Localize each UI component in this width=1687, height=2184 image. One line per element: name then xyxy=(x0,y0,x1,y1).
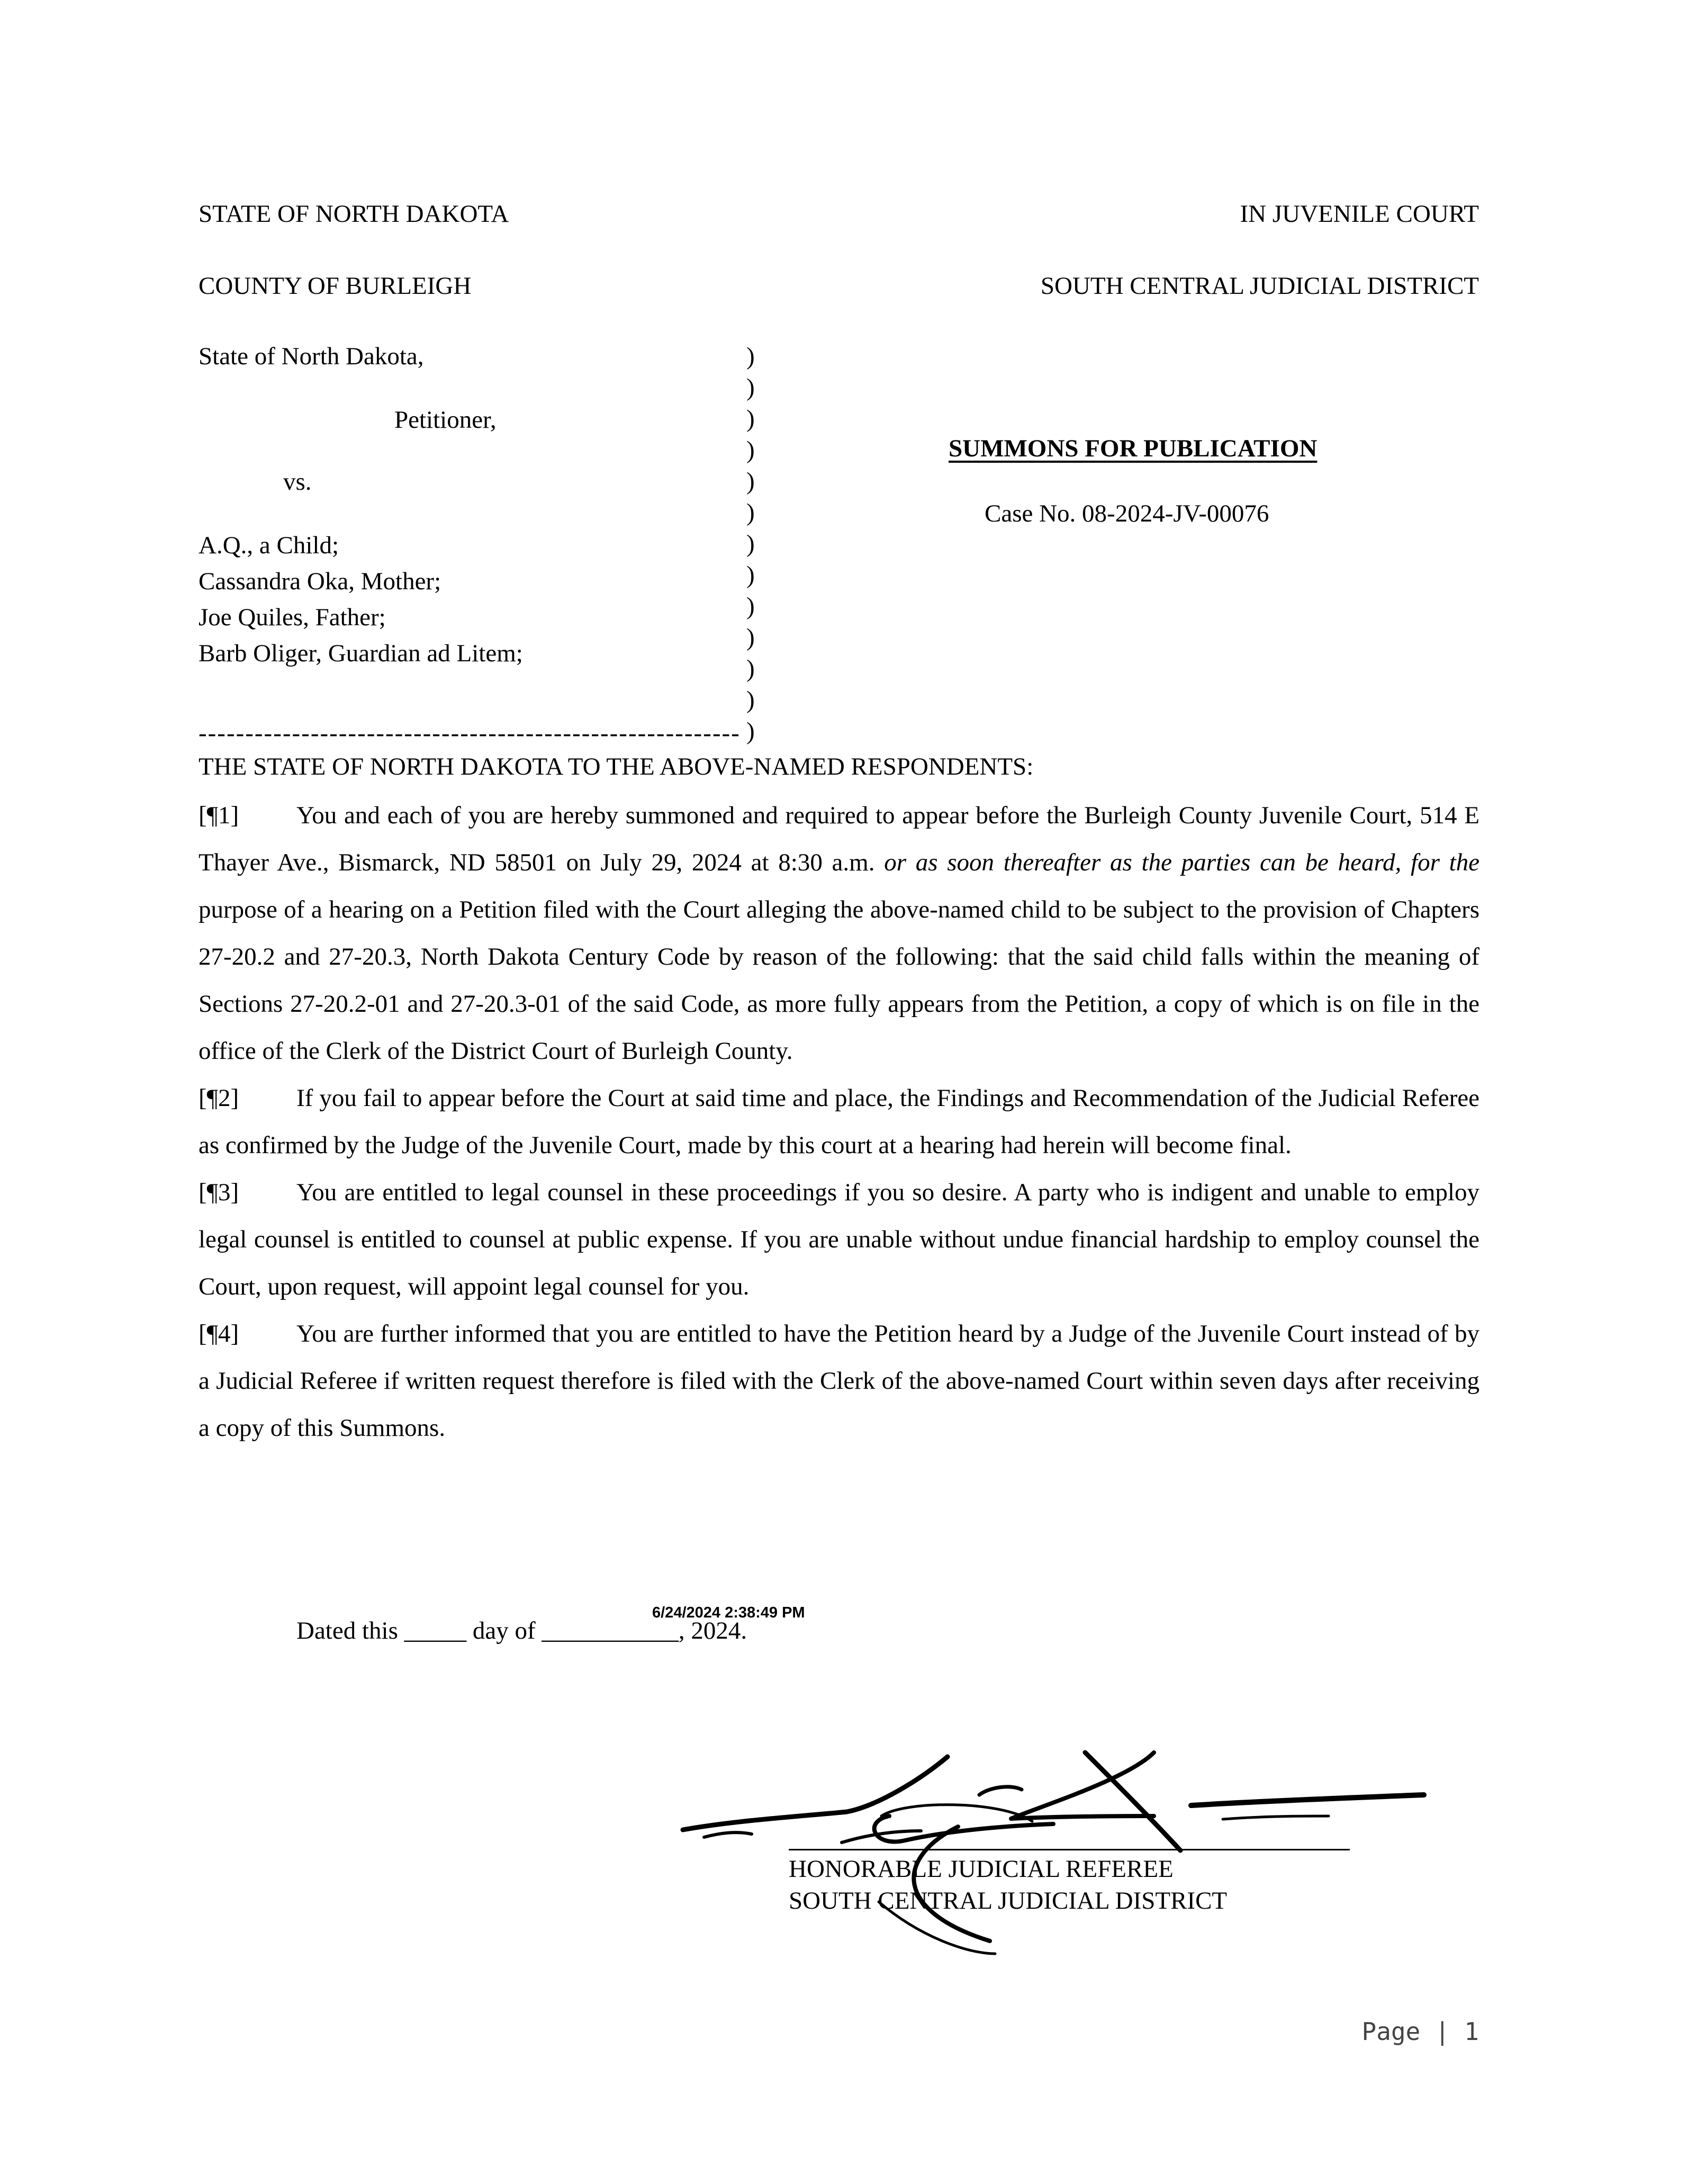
header-county: COUNTY OF BURLEIGH xyxy=(199,272,472,300)
address-line: THE STATE OF NORTH DAKOTA TO THE ABOVE-NAMED RESPONDENTS: xyxy=(199,753,1034,780)
paragraph-text: You are entitled to legal counsel in these proceedings if you so desire. A party who is indigent and unable to employ legal counsel is entitled to counsel at public expense. If you are unable without undue financial hardship to employ counsel the Court, upon request, will appoint legal counsel for you. xyxy=(199,1179,1479,1300)
dated-line: Dated this _____ day of ___________, 2024. xyxy=(296,1617,747,1644)
caption-paren: ) xyxy=(746,343,755,370)
caption-paren: ) xyxy=(746,624,755,651)
paragraph-text: purpose of a hearing on a Petition filed with the Court alleging the above-named child to be subject to the provision of Chapters 27-20.2 and 27-20.3, North Dakota Century Code by reason of the following: that the said child falls within the meaning of Sections 27-20.2-01 and 27-20.3-01 of the said Code, as more fully appears from the Petition, a copy of which is on file in the office of the Clerk of the District Court of Burleigh County. xyxy=(199,896,1479,1065)
signer-district: SOUTH CENTRAL JUDICIAL DISTRICT xyxy=(789,1887,1228,1915)
header-state: STATE OF NORTH DAKOTA xyxy=(199,200,509,228)
caption-paren: ) xyxy=(746,374,755,401)
document-title: SUMMONS FOR PUBLICATION xyxy=(949,435,1318,462)
signature-line xyxy=(789,1849,1350,1850)
paragraph-number: [¶1] xyxy=(199,802,239,829)
caption-paren: ) xyxy=(746,405,755,433)
header-court: IN JUVENILE COURT xyxy=(1240,200,1479,228)
caption-paren: ) xyxy=(746,530,755,558)
paragraph-text: You and each of you are hereby summoned and required to appear before the Burleigh County Juvenile Court, 514 E Thayer Ave., Bismarck, ND 58501 on July 29, 2024 at 8:30 a.m. xyxy=(199,802,1479,876)
paragraph-number: [¶2] xyxy=(199,1084,239,1112)
caption-divider: ---------------------------------------------------------- xyxy=(199,720,741,747)
caption-paren: ) xyxy=(746,499,755,526)
paragraph-4 xyxy=(199,1310,1479,1452)
paragraph-text: You are further informed that you are entitled to have the Petition heard by a Judge of the Juvenile Court instead of by a Judicial Referee if written request therefore is filed with the Clerk of the above-named Court within seven days after receiving a copy of this Summons. xyxy=(199,1320,1479,1442)
paragraph-2 xyxy=(199,1075,1479,1169)
paragraph-number: [¶4] xyxy=(199,1320,239,1347)
caption-respondent: A.Q., a Child; xyxy=(199,532,339,559)
caption-respondent: Cassandra Oka, Mother; xyxy=(199,568,441,595)
signature-image xyxy=(672,1737,1445,1959)
page-number: Page | 1 xyxy=(1361,2017,1479,2046)
paragraph-3 xyxy=(199,1169,1479,1310)
caption-respondent: Joe Quiles, Father; xyxy=(199,604,386,631)
caption-paren: ) xyxy=(746,655,755,682)
caption-paren: ) xyxy=(746,468,755,495)
summons-body xyxy=(199,792,1479,1452)
caption-respondent: Barb Oliger, Guardian ad Litem; xyxy=(199,640,523,667)
paragraph-number: [¶3] xyxy=(199,1179,239,1206)
paragraph-text: If you fail to appear before the Court at said time and place, the Findings and Recommendation of the Judicial Referee as confirmed by the Judge of the Juvenile Court, made by this court at a hearing had herein will become final. xyxy=(199,1084,1479,1159)
paragraph-1 xyxy=(199,792,1479,1075)
caption-plaintiff-role: Petitioner, xyxy=(394,406,497,434)
filing-timestamp: 6/24/2024 2:38:49 PM xyxy=(652,1604,805,1621)
caption-paren: ) xyxy=(746,686,755,714)
header-district: SOUTH CENTRAL JUDICIAL DISTRICT xyxy=(1040,272,1479,300)
caption-plaintiff: State of North Dakota, xyxy=(199,343,424,370)
case-number: Case No. 08-2024-JV-00076 xyxy=(985,500,1269,527)
caption-paren: ) xyxy=(746,592,755,620)
caption-paren: ) xyxy=(746,561,755,589)
caption-versus: vs. xyxy=(283,468,312,496)
signer-title: HONORABLE JUDICIAL REFEREE xyxy=(789,1855,1174,1883)
caption-paren: ) xyxy=(746,436,755,464)
caption-paren: ) xyxy=(746,717,755,745)
paragraph-text-italic: or as soon thereafter as the parties can be heard, for the xyxy=(884,849,1479,876)
